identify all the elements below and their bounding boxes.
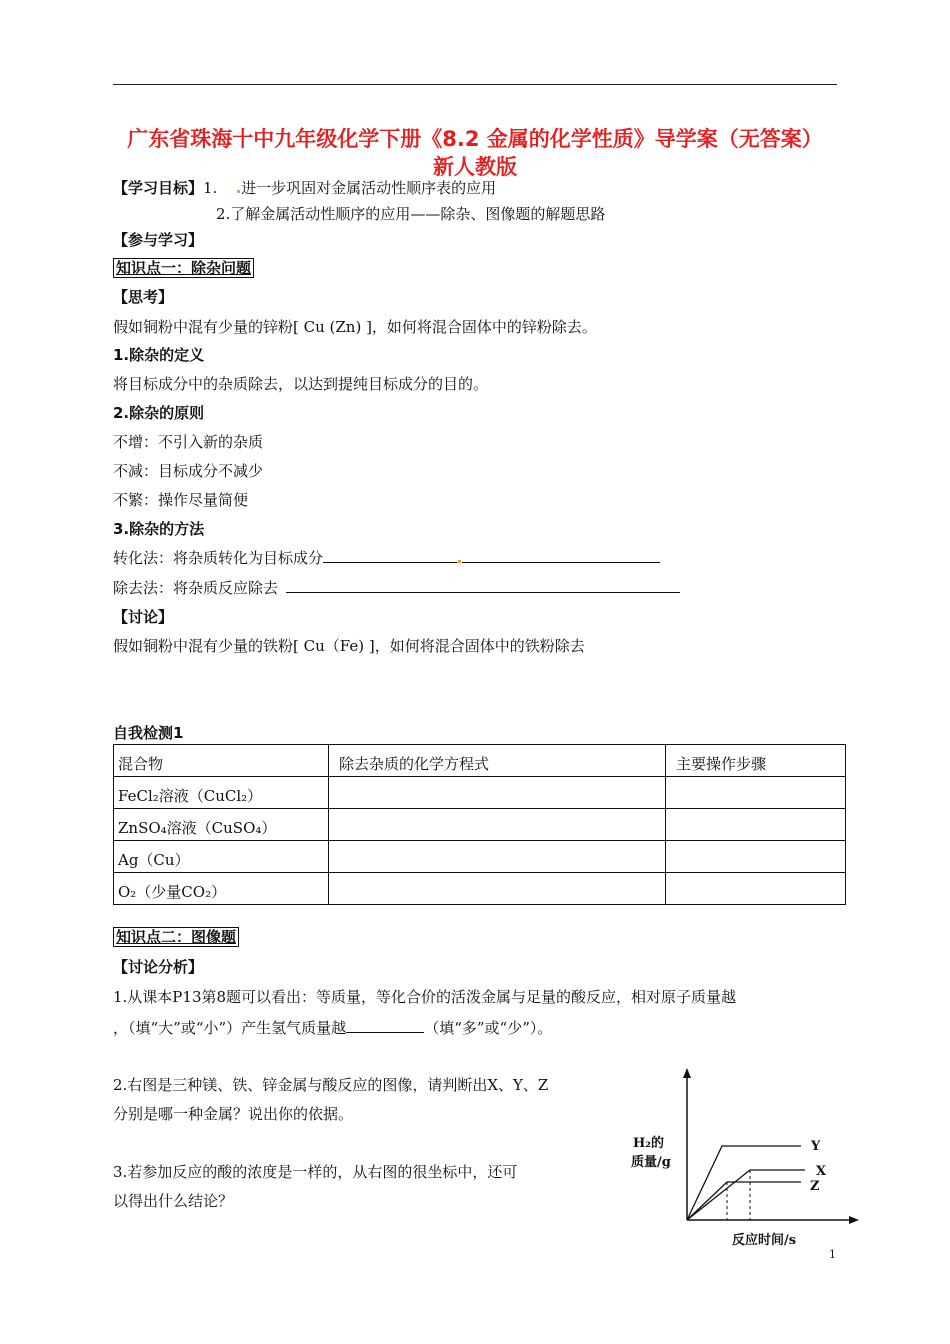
question-2-line-2: 分别是哪一种金属？说出你的依据。 — [113, 1105, 354, 1123]
learning-goals — [113, 177, 496, 198]
mixture-cell: Ag（Cu） — [114, 841, 329, 873]
series-line-x — [687, 1170, 805, 1220]
series-label-y: Y — [811, 1139, 821, 1154]
question-1-line-1: 1.从课本P13第8题可以看出：等质量，等化合价的活泼金属与足量的酸反应，相对原子质量越 — [113, 988, 737, 1006]
mixture-cell: ZnSO₄溶液（CuSO₄） — [114, 809, 329, 841]
equation-cell[interactable] — [329, 841, 666, 873]
table-row — [114, 873, 846, 905]
answer-blank[interactable] — [323, 548, 457, 563]
principle-1: 不增：不引入新的杂质 — [113, 433, 264, 451]
page-number: 1 — [829, 1248, 836, 1261]
goals-label: 【学习目标】 — [113, 179, 204, 197]
table-row — [114, 841, 846, 873]
series-line-z — [687, 1182, 801, 1220]
x-axis-label: 反应时间/s — [732, 1233, 797, 1248]
steps-cell[interactable] — [666, 841, 846, 873]
table-header-cell: 除去杂质的化学方程式 — [329, 745, 666, 777]
method-2: 除去法：将杂质反应除去 — [113, 577, 680, 598]
principle-3: 不繁：操作尽量简便 — [113, 491, 249, 509]
mixture-cell: FeCl₂溶液（CuCl₂） — [114, 777, 329, 809]
discuss-text: 假如铜粉中混有少量的铁粉[ Cu（Fe) ]，如何将混合固体中的铁粉除去 — [113, 637, 585, 655]
participate-label: 【参与学习】 — [113, 231, 204, 249]
y-axis-label-unit: 质量/g — [631, 1155, 671, 1170]
kp2-heading: 知识点二：图像题 — [113, 926, 239, 947]
method-1: 转化法：将杂质转化为目标成分 — [113, 547, 660, 568]
principle-heading: 2.除杂的原则 — [113, 404, 205, 422]
think-label: 【思考】 — [113, 288, 174, 306]
table-row — [114, 777, 846, 809]
y-axis-arrow — [683, 1068, 691, 1078]
page-title-line2: 新人教版 — [433, 155, 517, 179]
table-header-cell: 主要操作步骤 — [666, 745, 846, 777]
think-text: 假如铜粉中混有少量的锌粉[ Cu (Zn) ]，如何将混合固体中的锌粉除去。 — [113, 318, 597, 336]
page-title: 广东省珠海十中九年级化学下册《8.2 金属的化学性质》导学案（无答案） — [127, 127, 823, 151]
steps-cell[interactable] — [666, 873, 846, 905]
equation-cell[interactable] — [329, 873, 666, 905]
series-label-z: Z — [810, 1179, 820, 1194]
header-rule — [113, 84, 837, 85]
self-test-table — [113, 744, 846, 905]
equation-cell[interactable] — [329, 777, 666, 809]
table-header-row — [114, 745, 846, 777]
principle-2: 不减：目标成分不减少 — [113, 462, 264, 480]
question-3-line-2: 以得出什么结论？ — [113, 1192, 234, 1210]
method-heading: 3.除杂的方法 — [113, 520, 205, 538]
series-line-y — [687, 1146, 801, 1220]
table-row — [114, 809, 846, 841]
answer-blank[interactable] — [346, 1018, 424, 1033]
kp1-heading: 知识点一：除杂问题 — [113, 257, 254, 278]
equation-cell[interactable] — [329, 809, 666, 841]
discuss-label: 【讨论】 — [113, 608, 174, 626]
series-label-x: X — [816, 1164, 827, 1179]
mixture-cell: O₂（少量CO₂） — [114, 873, 329, 905]
x-axis-arrow — [849, 1216, 859, 1224]
goal-1-number: 1. — [203, 179, 218, 197]
analysis-label: 【讨论分析】 — [113, 958, 204, 976]
goal-1-text: 进一步巩固对金属活动性顺序表的应用 — [241, 179, 497, 197]
table-header-cell: 混合物 — [114, 745, 329, 777]
steps-cell[interactable] — [666, 809, 846, 841]
definition-text: 将目标成分中的杂质除去，以达到提纯目标成分的目的。 — [113, 375, 489, 393]
h2-mass-graph — [625, 1068, 865, 1258]
question-2-line-1: 2.右图是三种镁、铁、锌金属与酸反应的图像，请判断出X、Y、Z — [113, 1076, 549, 1094]
definition-heading: 1.除杂的定义 — [113, 346, 205, 364]
goal-2: 2.了解金属活动性顺序的应用——除杂、图像题的解题思路 — [216, 205, 606, 223]
y-axis-label: H₂的 — [633, 1136, 664, 1151]
steps-cell[interactable] — [666, 777, 846, 809]
question-3-line-1: 3.若参加反应的酸的浓度是一样的，从右图的很坐标中，还可 — [113, 1163, 518, 1181]
answer-blank[interactable] — [286, 578, 680, 593]
question-1-line-2: ，（填“大”或“小”）产生氢气质量越 （填“多”或“少”）。 — [113, 1019, 553, 1037]
answer-blank[interactable] — [462, 548, 660, 563]
self-test-heading: 自我检测1 — [113, 724, 184, 742]
mark-dot — [237, 190, 240, 193]
